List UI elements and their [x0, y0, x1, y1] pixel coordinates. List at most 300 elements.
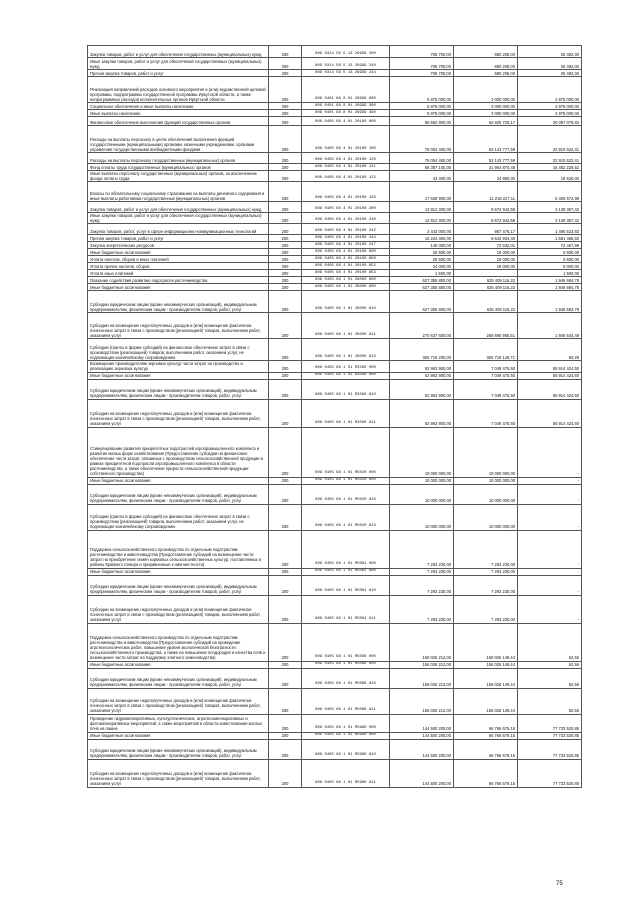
row-plan-cell: 13 812 300,00 — [390, 202, 454, 213]
row-plan-cell: 43 400,00 — [390, 171, 454, 182]
row-code-cell: 200 — [269, 575, 302, 595]
row-remainder-cell: 50,29 — [518, 339, 582, 361]
row-name-cell: Финансовое обеспечение выполнения функций государственных органов — [88, 117, 269, 126]
table-row — [88, 202, 582, 213]
row-executed-cell: 3 000 000,00 — [454, 77, 518, 103]
row-remainder-cell: 1 946 684,78 — [518, 284, 582, 291]
table-row — [88, 759, 582, 787]
table-row — [88, 171, 582, 182]
row-name-cell: Проведение гидромелиоративных, культуртехнических, агролесомелиоративных и фитомелиоративных мероприятий, а также мероприятий в области известкования кислых почв на пашне — [88, 714, 269, 732]
row-plan-cell: 62 963 900,00 — [390, 372, 454, 379]
row-name-cell: Субсидии (гранты в форме субсидий) на финансовое обеспечение затрат в связи с производством (реализацией) товаров, выполнением работ, оказанием услуг, не подлежащие казначейскому сопровождению — [88, 339, 269, 361]
row-name-cell: Поддержка сельскохозяйственного производства по отдельным подотраслям растениеводства и животноводства (Предоставление субсидий на возмещение части затрат на приобретение семян кормовых сельскохозяйственных культур, поставляемых в районы Крайнего Севера и приравненные к ним местности) — [88, 530, 269, 568]
row-kbk-cell: 809 0405 68 1 01 R3580 810 — [302, 379, 390, 399]
row-executed-cell: 7 049 475,50 — [454, 361, 518, 372]
row-remainder-cell: 22 910 622,41 — [518, 126, 582, 153]
budget-execution-table — [87, 45, 582, 788]
row-kbk-cell: 809 0405 68 1 01 R5980 800 — [302, 732, 390, 739]
row-executed-cell: 7 293 230,00 — [454, 530, 518, 568]
row-remainder-cell: 6 500,00 — [518, 256, 582, 263]
row-kbk-cell: 809 0405 68 1 01 R5020 813 — [302, 504, 390, 530]
row-executed-cell: 166 026 149,44 — [454, 668, 518, 688]
row-plan-cell: 7 293 230,00 — [390, 575, 454, 595]
table-row — [88, 313, 582, 339]
table-row — [88, 256, 582, 263]
table-row — [88, 530, 582, 568]
row-name-cell: Иные бюджетные ассигнования — [88, 661, 269, 668]
row-executed-cell: 7 049 475,50 — [454, 372, 518, 379]
row-code-cell: 200 — [269, 256, 302, 263]
row-code-cell: 200 — [269, 263, 302, 270]
row-executed-cell: 10 000 000,00 — [454, 427, 518, 477]
row-remainder-cell: 1 946 684,78 — [518, 277, 582, 284]
row-code-cell: 200 — [269, 77, 302, 103]
row-remainder-cell: 1 946 644,49 — [518, 313, 582, 339]
row-executed-cell: 625 409 116,22 — [454, 277, 518, 284]
table-row — [88, 153, 582, 164]
row-executed-cell: 3 000 000,00 — [454, 103, 518, 110]
row-executed-cell: 24 880,00 — [454, 171, 518, 182]
row-name-cell: Субсидии на возмещение недополученных доходов и (или) возмещение фактически понесенных затрат в связи с производством (реализацией) товаров, выполнением работ, оказанием услуг — [88, 313, 269, 339]
row-executed-cell: 9 672 942,58 — [454, 213, 518, 224]
row-plan-cell: 5 875 000,00 — [390, 103, 454, 110]
table-row — [88, 714, 582, 732]
row-plan-cell: 5 875 000,00 — [390, 110, 454, 117]
row-kbk-cell: 809 0405 68 4 01 20100 122 — [302, 171, 390, 182]
row-remainder-cell: 22 910 622,41 — [518, 153, 582, 164]
table-row — [88, 70, 582, 77]
row-name-cell: Субсидии юридическим лицам (кроме некоммерческих организаций), индивидуальным предпринимателям, физическим лицам - производителям товаров, работ, услуг — [88, 575, 269, 595]
table-row — [88, 361, 582, 372]
row-kbk-cell: 809 0405 68 1 01 R5020 000 — [302, 427, 390, 477]
row-plan-cell: 62 963 900,00 — [390, 399, 454, 427]
table-row — [88, 575, 582, 595]
row-executed-cell: 7 293 230,00 — [454, 575, 518, 595]
row-executed-cell: 53 143 777,59 — [454, 126, 518, 153]
table-row — [88, 110, 582, 117]
row-remainder-cell: 25 492,00 — [518, 70, 582, 77]
row-name-cell: Возмещение производителям зерновых культур части затрат на производство и реализацию зерновых культур — [88, 361, 269, 372]
row-executed-cell: 8 642 934,40 — [454, 235, 518, 242]
row-kbk-cell: 809 0405 68 1 01 28000 800 — [302, 284, 390, 291]
row-remainder-cell: 6 500,00 — [518, 249, 582, 256]
row-kbk-cell: 809 0405 68 1 01 R5086 811 — [302, 688, 390, 714]
row-kbk-cell: 809 0405 68 4 01 20100 247 — [302, 242, 390, 249]
row-kbk-cell: 809 0405 68 4 01 20100 000 — [302, 117, 390, 126]
row-code-cell: 200 — [269, 313, 302, 339]
row-plan-cell: 705 700,00 — [390, 46, 454, 58]
row-code-cell: 200 — [269, 284, 302, 291]
row-remainder-cell: - — [518, 504, 582, 530]
row-executed-cell: 19 000,00 — [454, 256, 518, 263]
table-row — [88, 126, 582, 153]
row-remainder-cell: 1 946 684,78 — [518, 291, 582, 313]
row-name-cell: Субсидии юридическим лицам (кроме некоммерческих организаций), индивидуальным предпринимателям, физическим лицам - производителям товаров, работ, услуг — [88, 484, 269, 504]
row-plan-cell: 58 387 100,00 — [390, 164, 454, 171]
table-row — [88, 484, 582, 504]
row-name-cell: Стимулирование развития приоритетных подотраслей агропромышленного комплекса и развитие малых форм хозяйствования (Предоставление субсидии на финансовое обеспечение части затрат, связанных с производством сельскохозяйственной продукции в рамках приоритетной подотрасли агропромышленного комплекса в области растениеводства, а также обеспечение прироста сельскохозяйственной продукции собственного производства) — [88, 427, 269, 477]
row-code-cell: 200 — [269, 291, 302, 313]
table-row — [88, 263, 582, 270]
table-row — [88, 732, 582, 739]
table-row — [88, 668, 582, 688]
row-executed-cell: 19 000,00 — [454, 249, 518, 256]
row-executed-cell: 11 218 227,11 — [454, 182, 518, 202]
row-plan-cell: 7 293 230,00 — [390, 595, 454, 623]
row-kbk-cell: 809 0405 68 1 01 R5081 810 — [302, 575, 390, 595]
table-row — [88, 117, 582, 126]
row-kbk-cell: 809 0314 56 5 13 29999 200 — [302, 46, 390, 58]
row-name-cell: Иные бюджетные ассигнования — [88, 732, 269, 739]
row-executed-cell: 166 026 149,44 — [454, 661, 518, 668]
row-plan-cell: 144 500 200,00 — [390, 732, 454, 739]
table-row — [88, 77, 582, 103]
row-executed-cell: 957 476,17 — [454, 224, 518, 235]
table-row — [88, 477, 582, 484]
row-code-cell: 200 — [269, 213, 302, 224]
row-code-cell: 200 — [269, 270, 302, 277]
row-code-cell: 200 — [269, 249, 302, 256]
row-plan-cell: 627 355 800,00 — [390, 284, 454, 291]
table-row — [88, 568, 582, 575]
table-row — [88, 103, 582, 110]
row-code-cell: 200 — [269, 477, 302, 484]
row-name-cell: Фонд оплаты труда государственных (муниципальных) органов — [88, 164, 269, 171]
row-name-cell: Иные бюджетные ассигнования — [88, 372, 269, 379]
row-kbk-cell: 809 0405 68 1 01 R3580 000 — [302, 361, 390, 372]
row-code-cell: 200 — [269, 399, 302, 427]
row-plan-cell: 1 500,00 — [390, 270, 454, 277]
row-code-cell: 200 — [269, 568, 302, 575]
row-plan-cell: 270 637 600,00 — [390, 313, 454, 339]
table-row — [88, 58, 582, 70]
row-kbk-cell: 809 0405 68 4 01 20100 121 — [302, 164, 390, 171]
row-remainder-cell: 2 875 000,00 — [518, 77, 582, 103]
row-remainder-cell: - — [518, 427, 582, 477]
row-kbk-cell: 809 0405 68 1 01 R5020 810 — [302, 484, 390, 504]
table-row — [88, 182, 582, 202]
row-name-cell: Субсидии на возмещение недополученных доходов и (или) возмещение фактически понесенных затрат в связи с производством (реализацией) товаров, выполнением работ, оказанием услуг — [88, 688, 269, 714]
row-remainder-cell: - — [518, 477, 582, 484]
row-name-cell: Уплата налогов, сборов и иных платежей — [88, 256, 269, 263]
row-executed-cell: 680 208,00 — [454, 58, 518, 70]
row-remainder-cell: 62,56 — [518, 688, 582, 714]
row-code-cell: 200 — [269, 595, 302, 623]
row-name-cell: Иные бюджетные ассигнования — [88, 249, 269, 256]
row-code-cell: 200 — [269, 759, 302, 787]
row-code-cell: 200 — [269, 379, 302, 399]
row-name-cell: Субсидии юридическим лицам (кроме некоммерческих организаций), индивидуальным предпринимателям, физическим лицам - производителям товаров, работ, услуг — [88, 379, 269, 399]
row-code-cell: 200 — [269, 153, 302, 164]
row-kbk-cell: 809 0405 68 4 01 20100 244 — [302, 235, 390, 242]
row-code-cell: 200 — [269, 70, 302, 77]
row-code-cell: 200 — [269, 202, 302, 213]
row-code-cell: 200 — [269, 504, 302, 530]
row-plan-cell: 12 812 300,00 — [390, 213, 454, 224]
row-kbk-cell: 809 0405 68 4 01 20100 850 — [302, 256, 390, 263]
row-executed-cell: 7 049 475,50 — [454, 379, 518, 399]
row-executed-cell: 41 904 870,48 — [454, 164, 518, 171]
row-plan-cell: 25 500,00 — [390, 249, 454, 256]
row-code-cell: 200 — [269, 484, 302, 504]
row-name-cell: Социальное обеспечение и иные выплаты населению — [88, 103, 269, 110]
row-remainder-cell: - — [518, 530, 582, 568]
row-plan-cell: 76 054 400,00 — [390, 153, 454, 164]
row-kbk-cell: 809 0405 68 4 01 20100 240 — [302, 213, 390, 224]
row-plan-cell: 356 718 200,00 — [390, 339, 454, 361]
row-executed-cell: 356 718 149,71 — [454, 339, 518, 361]
row-kbk-cell: 809 0405 68 1 01 R5086 810 — [302, 668, 390, 688]
row-code-cell: 200 — [269, 171, 302, 182]
row-plan-cell: 2 443 000,00 — [390, 224, 454, 235]
row-remainder-cell: - — [518, 568, 582, 575]
row-executed-cell: - — [454, 270, 518, 277]
table-body — [88, 46, 582, 788]
row-remainder-cell: 55 914 424,50 — [518, 372, 582, 379]
row-plan-cell: 5 875 000,00 — [390, 77, 454, 103]
row-plan-cell: 10 000 000,00 — [390, 504, 454, 530]
budget-table-sheet — [87, 45, 579, 788]
row-name-cell: Иные бюджетные ассигнования — [88, 477, 269, 484]
row-executed-cell: 66 766 679,15 — [454, 732, 518, 739]
row-code-cell: 200 — [269, 126, 302, 153]
row-code-cell: 200 — [269, 235, 302, 242]
row-name-cell: Субсидии (гранты в форме субсидий) на финансовое обеспечение затрат в связи с производством (реализацией) товаров, выполнением работ, оказанием услуг, не подлежащие казначейскому сопровождению — [88, 504, 269, 530]
row-remainder-cell: 77 733 520,85 — [518, 714, 582, 732]
row-name-cell: Расходы на выплаты персоналу в целях обеспечения выполнения функций государственными (муниципальными) органами, казенными учреждениями, органами управления государственными внебюджетными фондами — [88, 126, 269, 153]
row-code-cell: 200 — [269, 623, 302, 661]
row-plan-cell: 166 026 212,00 — [390, 688, 454, 714]
row-kbk-cell: 809 0401 68 8 01 29999 300 — [302, 103, 390, 110]
table-row — [88, 688, 582, 714]
row-remainder-cell: 16 482 229,52 — [518, 164, 582, 171]
table-row — [88, 249, 582, 256]
row-executed-cell: 625 409 116,22 — [454, 284, 518, 291]
row-name-cell: Закупка товаров, работ и услуг для обеспечения государственных (муниципальных) нужд — [88, 46, 269, 58]
row-kbk-cell: 809 0405 68 4 01 20100 129 — [302, 182, 390, 202]
row-remainder-cell: 20 057 079,83 — [518, 117, 582, 126]
row-code-cell: 200 — [269, 224, 302, 235]
row-executed-cell: 19 000,00 — [454, 263, 518, 270]
table-row — [88, 224, 582, 235]
row-executed-cell: 10 000 000,00 — [454, 484, 518, 504]
row-plan-cell: 62 963 900,00 — [390, 379, 454, 399]
table-row — [88, 379, 582, 399]
row-kbk-cell: 809 0401 68 8 01 29999 360 — [302, 110, 390, 117]
row-code-cell: 200 — [269, 46, 302, 58]
row-executed-cell: 166 026 149,44 — [454, 688, 518, 714]
table-row — [88, 46, 582, 58]
row-code-cell: 200 — [269, 361, 302, 372]
row-plan-cell: 627 355 800,00 — [390, 277, 454, 284]
row-code-cell: 200 — [269, 117, 302, 126]
row-name-cell: Расходы на выплаты персоналу государственных (муниципальных) органов — [88, 153, 269, 164]
row-remainder-cell: 55 914 424,50 — [518, 379, 582, 399]
row-code-cell: 200 — [269, 277, 302, 284]
table-row — [88, 270, 582, 277]
row-remainder-cell: 3 139 357,42 — [518, 202, 582, 213]
row-remainder-cell: 3 139 357,42 — [518, 213, 582, 224]
row-executed-cell: 680 208,00 — [454, 70, 518, 77]
row-code-cell: 200 — [269, 714, 302, 732]
table-row — [88, 164, 582, 171]
row-kbk-cell: 809 0405 68 1 01 R3580 811 — [302, 399, 390, 427]
row-kbk-cell: 809 0405 68 1 01 28000 810 — [302, 291, 390, 313]
row-name-cell: Субсидии юридическим лицам (кроме некоммерческих организаций), индивидуальным предпринимателям, физическим лицам - производителям товаров, работ, услуг — [88, 291, 269, 313]
row-executed-cell: 66 766 679,15 — [454, 739, 518, 759]
row-executed-cell: 3 000 000,00 — [454, 110, 518, 117]
row-name-cell: Взносы по обязательному социальному страхованию на выплаты денежного содержания и иные выплаты работникам государственных (муниципальных) органов — [88, 182, 269, 202]
row-code-cell: 200 — [269, 668, 302, 688]
row-kbk-cell: 809 0314 56 5 13 29999 240 — [302, 58, 390, 70]
row-remainder-cell: 55 914 424,50 — [518, 399, 582, 427]
row-executed-cell: 66 766 679,15 — [454, 759, 518, 787]
row-remainder-cell: 2 875 000,00 — [518, 110, 582, 117]
row-kbk-cell: 809 0405 68 4 01 20100 120 — [302, 153, 390, 164]
row-executed-cell: 10 000 000,00 — [454, 477, 518, 484]
row-remainder-cell: 77 733 520,85 — [518, 739, 582, 759]
row-executed-cell: 7 293 230,00 — [454, 595, 518, 623]
row-name-cell: Прочая закупка товаров, работ и услуг — [88, 70, 269, 77]
row-kbk-cell: 809 0405 68 1 01 R5086 800 — [302, 661, 390, 668]
row-executed-cell: 680 208,00 — [454, 46, 518, 58]
row-remainder-cell: 1 581 465,60 — [518, 235, 582, 242]
row-code-cell: 200 — [269, 110, 302, 117]
row-name-cell: Иные бюджетные ассигнования — [88, 568, 269, 575]
row-name-cell: Прочая закупка товаров, работ и услуг — [88, 235, 269, 242]
row-code-cell: 200 — [269, 661, 302, 668]
row-remainder-cell: 2 875 000,00 — [518, 103, 582, 110]
row-code-cell: 200 — [269, 182, 302, 202]
row-code-cell: 200 — [269, 242, 302, 249]
row-kbk-cell: 809 0405 68 1 01 R3580 800 — [302, 372, 390, 379]
row-plan-cell: 62 963 900,00 — [390, 361, 454, 372]
row-kbk-cell: 809 0405 68 1 01 R5081 811 — [302, 595, 390, 623]
row-code-cell: 200 — [269, 103, 302, 110]
row-code-cell: 200 — [269, 530, 302, 568]
row-name-cell: Поддержка сельскохозяйственного производства по отдельным подотраслям растениеводства и животноводства (Предоставление субсидий на проведение агротехнологических работ, повышение уровня экологической безопасности сельскохозяйственного производства, а также на повышение плодородия и качества почв и возмещение части затрат на поддержку элитного семеноводства) — [88, 623, 269, 661]
row-plan-cell: 7 293 230,00 — [390, 530, 454, 568]
row-name-cell: Оказание содействия развитию подотрасли растениеводства — [88, 277, 269, 284]
row-kbk-cell: 809 0405 68 1 01 R5081 000 — [302, 530, 390, 568]
row-executed-cell: 72 532,01 — [454, 242, 518, 249]
row-remainder-cell: 77 733 520,85 — [518, 732, 582, 739]
row-remainder-cell: - — [518, 484, 582, 504]
row-plan-cell: 7 293 230,00 — [390, 568, 454, 575]
row-name-cell: Уплата иных платежей — [88, 270, 269, 277]
page-number: 75 — [556, 881, 563, 887]
row-executed-cell: 7 293 230,00 — [454, 568, 518, 575]
row-remainder-cell: 6 409 672,89 — [518, 182, 582, 202]
row-name-cell: Иные выплаты населению — [88, 110, 269, 117]
table-row — [88, 235, 582, 242]
table-row — [88, 242, 582, 249]
row-plan-cell: 10 000 000,00 — [390, 427, 454, 477]
row-remainder-cell: 55 914 424,50 — [518, 361, 582, 372]
row-name-cell: Субсидии на возмещение недополученных доходов и (или) возмещение фактически понесенных затрат в связи с производством (реализацией) товаров, выполнением работ, оказанием услуг — [88, 595, 269, 623]
row-kbk-cell: 809 0401 68 8 01 29999 000 — [302, 77, 390, 103]
row-remainder-cell: 62,56 — [518, 661, 582, 668]
table-row — [88, 372, 582, 379]
table-row — [88, 623, 582, 661]
row-kbk-cell: 809 0405 68 4 01 20100 200 — [302, 202, 390, 213]
row-remainder-cell: - — [518, 575, 582, 595]
row-code-cell: 200 — [269, 688, 302, 714]
row-name-cell: Иные выплаты персоналу государственных (муниципальных) органов, за исключением фонда оплаты труда — [88, 171, 269, 182]
row-executed-cell: 10 000 000,00 — [454, 504, 518, 530]
row-remainder-cell: 1 500,00 — [518, 270, 582, 277]
row-remainder-cell: 25 492,00 — [518, 46, 582, 58]
row-kbk-cell: 809 0405 68 1 01 R5980 810 — [302, 739, 390, 759]
row-remainder-cell: 25 492,00 — [518, 58, 582, 70]
row-code-cell: 200 — [269, 427, 302, 477]
row-plan-cell: 166 026 212,00 — [390, 623, 454, 661]
table-row — [88, 427, 582, 477]
row-name-cell: Субсидии на возмещение недополученных доходов и (или) возмещение фактически понесенных затрат в связи с производством (реализацией) товаров, выполнением работ, оказанием услуг — [88, 399, 269, 427]
row-plan-cell: 86 582 800,00 — [390, 117, 454, 126]
row-remainder-cell: 5 000,00 — [518, 263, 582, 270]
row-remainder-cell: - — [518, 595, 582, 623]
row-executed-cell: 9 672 942,58 — [454, 202, 518, 213]
row-plan-cell: 144 500 200,00 — [390, 759, 454, 787]
row-plan-cell: 76 054 400,00 — [390, 126, 454, 153]
table-row — [88, 213, 582, 224]
row-plan-cell: 166 026 212,00 — [390, 668, 454, 688]
row-remainder-cell: 18 520,00 — [518, 171, 582, 182]
row-name-cell: Уплата прочих налогов, сборов — [88, 263, 269, 270]
row-plan-cell: 166 026 212,00 — [390, 661, 454, 668]
row-kbk-cell: 809 0405 68 1 01 R5081 800 — [302, 568, 390, 575]
row-remainder-cell: 72 467,99 — [518, 242, 582, 249]
row-code-cell: 200 — [269, 339, 302, 361]
row-remainder-cell: 62,56 — [518, 668, 582, 688]
row-executed-cell: 53 143 777,59 — [454, 153, 518, 164]
row-remainder-cell: 1 486 523,83 — [518, 224, 582, 235]
row-kbk-cell: 809 0314 56 5 13 29999 244 — [302, 70, 390, 77]
row-remainder-cell: 62,56 — [518, 623, 582, 661]
row-kbk-cell: 809 0405 68 4 01 20100 100 — [302, 126, 390, 153]
row-name-cell: Закупка товаров, работ и услуг для обеспечения государственных (муниципальных) нужд — [88, 202, 269, 213]
row-kbk-cell: 809 0405 68 4 01 20100 852 — [302, 263, 390, 270]
row-executed-cell: 625 409 116,22 — [454, 291, 518, 313]
row-plan-cell: 10 000 000,00 — [390, 477, 454, 484]
row-kbk-cell: 809 0405 68 1 01 28000 813 — [302, 339, 390, 361]
table-row — [88, 277, 582, 284]
table-row — [88, 661, 582, 668]
row-name-cell: Иные бюджетные ассигнования — [88, 284, 269, 291]
row-plan-cell: 144 500 200,00 — [390, 739, 454, 759]
row-kbk-cell: 809 0405 68 1 01 28000 811 — [302, 313, 390, 339]
row-code-cell: 200 — [269, 164, 302, 171]
table-row — [88, 595, 582, 623]
row-executed-cell: 66 766 679,15 — [454, 714, 518, 732]
table-row — [88, 291, 582, 313]
row-code-cell: 200 — [269, 739, 302, 759]
row-plan-cell: 145 000,00 — [390, 242, 454, 249]
row-kbk-cell: 809 0405 68 1 01 28000 000 — [302, 277, 390, 284]
row-remainder-cell: 77 733 520,85 — [518, 759, 582, 787]
row-name-cell: Иные закупки товаров, работ и услуг для обеспечения государственных (муниципальных) нужд — [88, 213, 269, 224]
row-name-cell: Закупка энергетических ресурсов — [88, 242, 269, 249]
row-plan-cell: 25 500,00 — [390, 256, 454, 263]
row-kbk-cell: 809 0405 68 1 01 R5980 811 — [302, 759, 390, 787]
table-row — [88, 339, 582, 361]
row-executed-cell: 268 690 955,51 — [454, 313, 518, 339]
row-name-cell: Закупка товаров, работ, услуг в сфере информационно-коммуникационных технологий — [88, 224, 269, 235]
row-kbk-cell: 809 0405 68 4 01 20100 800 — [302, 249, 390, 256]
row-plan-cell: 24 000,00 — [390, 263, 454, 270]
row-plan-cell: 144 500 200,00 — [390, 714, 454, 732]
